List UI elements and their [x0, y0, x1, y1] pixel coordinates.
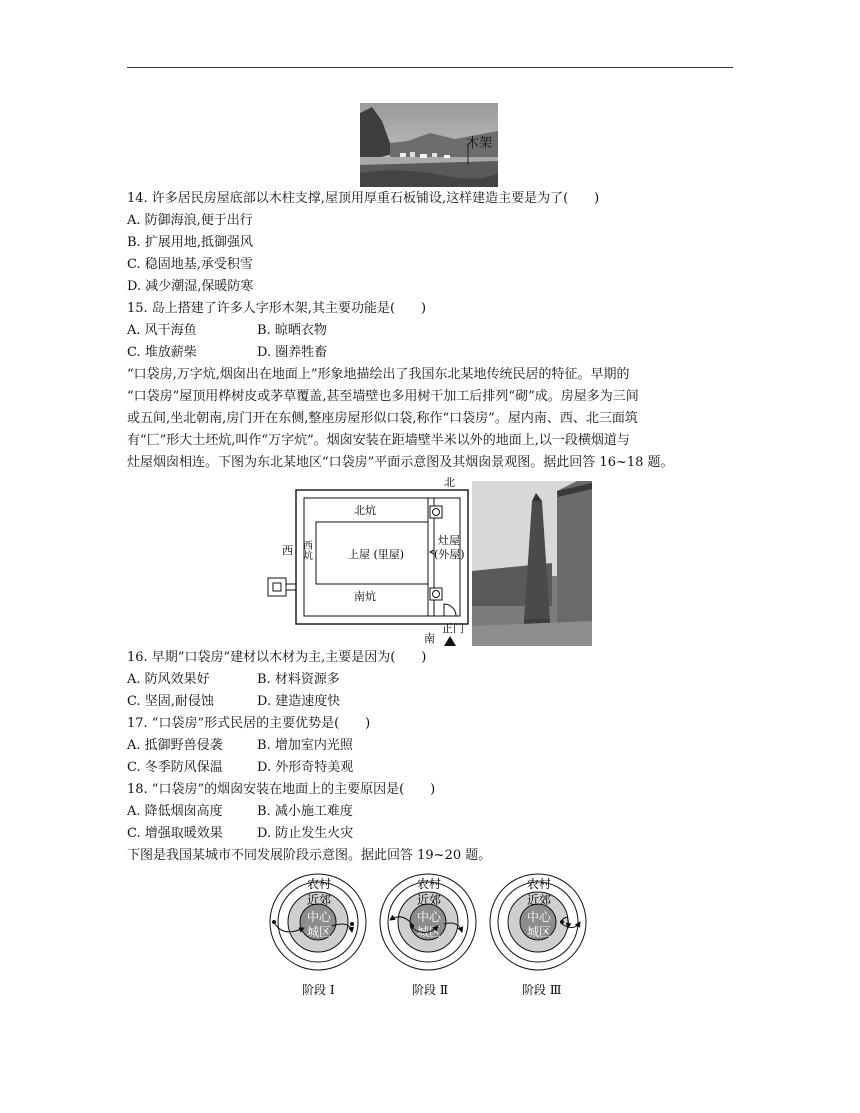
q17-option-b[interactable]: B. 增加室内光照: [257, 738, 353, 753]
q14-stem: 14. 许多居民房屋底部以木柱支撑,屋顶用厚重石板铺设,这样建造主要是为了( ): [127, 191, 600, 206]
wooden-rack-label: 木架: [466, 136, 493, 151]
stage-1-label: 阶段 Ⅰ: [302, 983, 335, 997]
passage-line-3: 或五间,坐北朝南,房门开在东侧,整座房屋形似口袋,称作“口袋房”。屋内南、西、北三面筑: [127, 411, 638, 426]
q16-option-d[interactable]: D. 建造速度快: [257, 694, 341, 709]
stage-1-rings: [270, 874, 366, 997]
main-door-label: 正门: [442, 622, 464, 635]
q18-option-c[interactable]: C. 增强取暖效果: [127, 826, 223, 841]
chimney-photo: [472, 481, 592, 646]
q16-option-b[interactable]: B. 材料资源多: [257, 672, 340, 687]
q17-option-c[interactable]: C. 冬季防风保温: [127, 760, 223, 775]
passage-line-4: 有“匚”形大土坯炕,叫作“万字炕”。烟囱安装在距墙壁半米以外的地面上,以一段横烟道与: [127, 433, 630, 448]
q17-option-a[interactable]: A. 抵御野兽侵袭: [127, 738, 223, 753]
stove-room-sub-label: (外屋): [434, 548, 465, 561]
city-stage-diagram: [262, 872, 594, 1002]
stage-1-rural-label: 农村: [307, 877, 332, 891]
house-floor-plan: [266, 476, 472, 646]
stage-1-center-label: 中心: [307, 910, 332, 924]
stage-2-rural-label: 农村: [417, 877, 442, 891]
stage-3-district-label: 城区: [527, 925, 552, 939]
south-kang-label: 南炕: [354, 590, 376, 603]
stage-3-rural-label: 农村: [527, 877, 552, 891]
q15-option-a[interactable]: A. 风干海鱼: [127, 323, 197, 338]
stage-3-center-label: 中心: [527, 910, 552, 924]
q18-option-a[interactable]: A. 降低烟囱高度: [127, 804, 223, 819]
q15-option-d[interactable]: D. 圈养牲畜: [257, 345, 328, 360]
q17-option-d[interactable]: D. 外形奇特美观: [257, 760, 354, 775]
q15-stem: 15. 岛上搭建了许多人字形木架,其主要功能是( ): [127, 301, 427, 316]
stage-2-suburb-label: 近郊: [417, 893, 442, 907]
header-rule: [127, 67, 733, 68]
stage-2-rings: [380, 874, 476, 997]
island-photo: [360, 103, 498, 187]
passage-line-2: “口袋房”屋顶用桦树皮或茅草覆盖,甚至墙壁也多用树干加工后排列“砌”成。房屋多为三间: [127, 389, 639, 404]
stage-3-label: 阶段 Ⅲ: [522, 983, 562, 997]
stage-1-suburb-label: 近郊: [307, 893, 332, 907]
q14-option-c[interactable]: C. 稳固地基,承受积雪: [127, 257, 253, 272]
south-label: 南: [424, 632, 435, 645]
stage-2-label: 阶段 Ⅱ: [412, 983, 448, 997]
q18-option-d[interactable]: D. 防止发生火灾: [257, 826, 354, 841]
q14-option-a[interactable]: A. 防御海浪,便于出行: [127, 213, 253, 228]
passage-line-5: 灶屋烟囱相连。下图为东北某地区“口袋房”平面示意图及其烟囱景观图。据此回答 16~18 题。: [127, 455, 674, 470]
north-kang-label: 北炕: [354, 504, 376, 517]
q14-option-d[interactable]: D. 减少潮湿,保暖防寒: [127, 279, 254, 294]
west-label: 西: [282, 544, 293, 557]
main-room-label: 上屋 (里屋): [348, 548, 405, 561]
north-label: 北: [444, 476, 455, 489]
q18-stem: 18. “口袋房”的烟囱安装在地面上的主要原因是( ): [127, 782, 436, 797]
q15-option-b[interactable]: B. 晾晒衣物: [257, 323, 327, 338]
west-kang-label: 西炕: [300, 540, 312, 560]
q14-option-b[interactable]: B. 扩展用地,抵御强风: [127, 235, 253, 250]
q15-option-c[interactable]: C. 堆放薪柴: [127, 345, 197, 360]
passage-line-1: “口袋房,万字炕,烟囱出在地面上”形象地描绘出了我国东北某地传统民居的特征。早期的: [127, 367, 630, 382]
q19-intro: 下图是我国某城市不同发展阶段示意图。据此回答 19~20 题。: [127, 848, 492, 863]
q18-option-b[interactable]: B. 减小施工难度: [257, 804, 353, 819]
stage-2-center-label: 中心: [417, 910, 442, 924]
stage-3-rings: [490, 874, 586, 997]
q16-stem: 16. 早期“口袋房”建材以木材为主,主要是因为( ): [127, 650, 427, 665]
stage-3-suburb-label: 近郊: [527, 893, 552, 907]
q16-option-c[interactable]: C. 坚固,耐侵蚀: [127, 694, 214, 709]
q16-option-a[interactable]: A. 防风效果好: [127, 672, 210, 687]
stage-1-district-label: 城区: [307, 925, 332, 939]
stage-2-district-label: 城区: [417, 925, 442, 939]
stove-room-label: 灶屋: [438, 534, 460, 547]
q17-stem: 17. “口袋房”形式民居的主要优势是( ): [127, 716, 371, 731]
